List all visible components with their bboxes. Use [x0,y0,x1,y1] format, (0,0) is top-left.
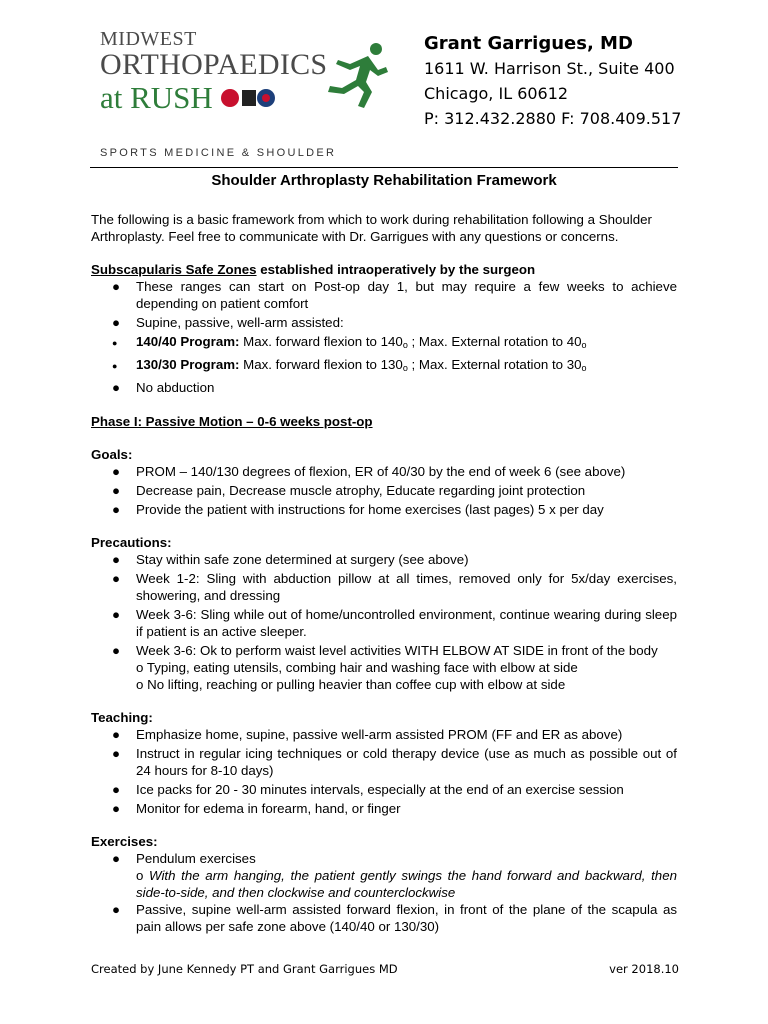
midwest-orthopaedics-logo [100,28,400,159]
exercises-list [91,850,677,867]
list-item: ● Week 3-6: Ok to perform waist level activities WITH ELBOW AT SIDE in front of the body [112,643,658,658]
exercise-sub-item: o With the arm hanging, the patient gently swings the hand forward and backward, then side-to-side, and then clockwise and counterclockwise [136,868,677,900]
safe-zones-heading: Subscapularis Safe Zones established intraoperatively by the surgeon [91,262,536,277]
footer-version: ver 2018.10 [609,962,679,976]
address-line-2: Chicago, IL 60612 [424,84,569,103]
goals-heading: Goals: [91,447,133,462]
precautions-heading: Precautions: [91,535,172,550]
list-item: ● Provide the patient with instructions for home exercises (last pages) 5 x per day [112,502,604,517]
list-item: ● Week 3-6: Sling while out of home/uncontrolled environment, continue wearing during sleep if patient is an active sleeper. [112,607,677,639]
logo-line-orthopaedics: ORTHOPAEDICS [100,48,328,81]
list-item: ● Supine, passive, well-arm assisted: [112,315,344,330]
precaution-sub-item: o No lifting, reaching or pulling heavier than coffee cup with elbow at side [136,677,566,692]
address-line-1: 1611 W. Harrison St., Suite 400 [424,59,675,78]
list-item: ● Pendulum exercises [112,851,256,866]
list-item: ● These ranges can start on Post-op day 1, but may require a few weeks to achieve depending on patient comfort [112,279,677,311]
exercises-list-continued [91,901,677,935]
contact-block [424,32,681,131]
list-item: ● 140/40 Program: Max. forward flexion to $140_o$ ; Max. External rotation to $40_o$ [112,334,587,350]
document-body [91,211,677,937]
list-item: ● 130/30 Program: Max. forward flexion to $130_o$ ; Max. External rotation to $30_o$ [112,357,587,373]
goals-list [91,463,677,518]
phone-fax: P: 312.432.2880 F: 708.409.517 [424,109,682,128]
list-item: ● Week 1-2: Sling with abduction pillow at all times, removed only for 5x/day exercises, showering, and dressing [112,571,677,603]
physician-name: Grant Garrigues, MD [424,33,633,54]
teaching-list [91,726,677,817]
runner-icon [328,42,390,108]
list-item: ● Monitor for edema in forearm, hand, or finger [112,801,401,816]
list-item: ● No abduction [112,380,215,395]
precaution-sub-item: o Typing, eating utensils, combing hair and washing face with elbow at side [136,660,578,675]
list-item: ● Instruct in regular icing techniques or cold therapy device (use as much as possible out of 24 hours for 8-10 days) [112,746,677,778]
team-logos-icon [220,84,320,114]
logo-line-midwest: MIDWEST [100,28,197,50]
exercises-heading: Exercises: [91,834,158,849]
logo-line-at-rush: at RUSH [100,80,213,115]
list-item: ● Ice packs for 20 - 30 minutes intervals, especially at the end of an exercise session [112,782,624,797]
precautions-list [91,551,677,659]
header-divider [90,167,678,168]
teaching-heading: Teaching: [91,710,153,725]
logo-tagline: SPORTS MEDICINE & SHOULDER [100,147,337,159]
list-item: ● Decrease pain, Decrease muscle atrophy, Educate regarding joint protection [112,483,586,498]
list-item: ● Passive, supine well-arm assisted forward flexion, in front of the plane of the scapula as pain allows per safe zone above (140/40 or 130/30) [112,902,677,934]
intro-paragraph: The following is a basic framework from which to work during rehabilitation following a Shoulder Arthroplasty. Feel free to communicate with Dr. Garrigues with any questions or concerns. [91,212,652,244]
safe-zones-list [91,278,677,396]
document-title: Shoulder Arthroplasty Rehabilitation Framework [211,172,557,189]
list-item: ● Emphasize home, supine, passive well-arm assisted PROM (FF and ER as above) [112,727,623,742]
list-item: ● PROM – 140/130 degrees of flexion, ER of 40/30 by the end of week 6 (see above) [112,464,626,479]
footer-credit: Created by June Kennedy PT and Grant Garrigues MD [91,962,398,976]
phase1-heading: Phase I: Passive Motion – 0-6 weeks post-op [91,414,373,429]
list-item: ● Stay within safe zone determined at surgery (see above) [112,552,469,567]
